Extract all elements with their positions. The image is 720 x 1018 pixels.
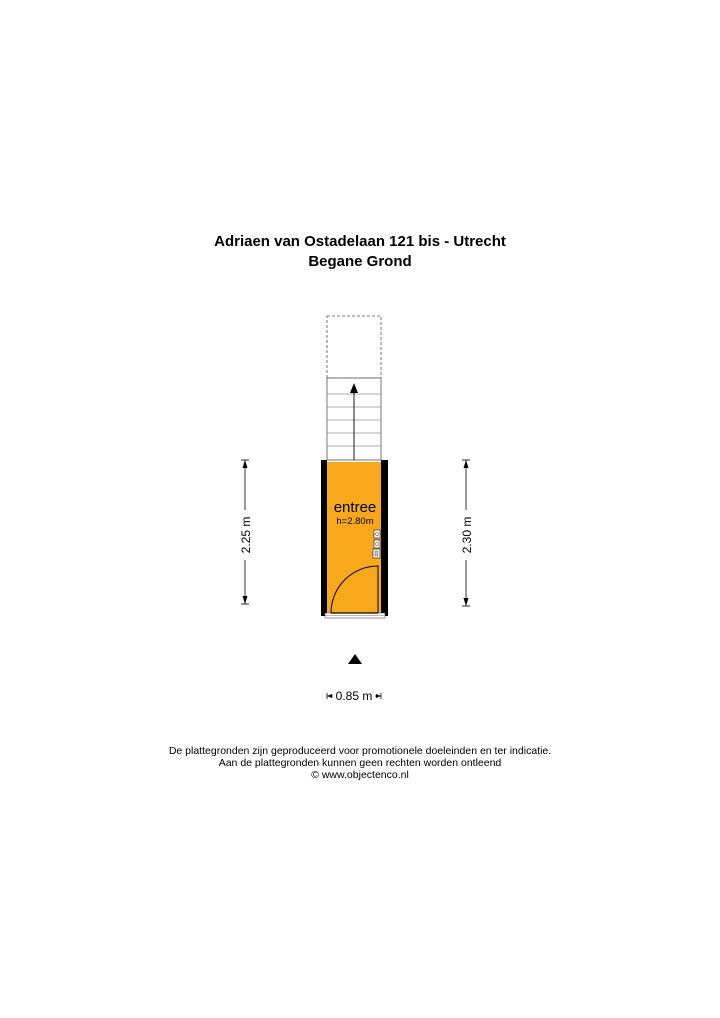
upper-outline [327, 316, 381, 378]
dimension-bottom [327, 689, 381, 703]
dimension-left-label: 2.25 m [239, 516, 253, 554]
room-name: entree [333, 499, 377, 516]
room-height: h=2.80m [336, 516, 374, 527]
north-arrow-icon [348, 654, 362, 664]
dimension-right-label: 2.30 m [460, 516, 474, 554]
floor-title: Begane Grond [308, 253, 412, 270]
disclaimer-line-2: Aan de plattegronden kunnen geen rechten worden ontleend [218, 757, 502, 769]
plan-title: Adriaen van Ostadelaan 121 bis - Utrecht [214, 233, 506, 250]
wall-left [321, 462, 327, 616]
dimension-bottom-label: 0.85 m [335, 689, 373, 703]
wall-right [381, 462, 388, 616]
dimension-left [238, 460, 253, 604]
staircase [327, 378, 381, 460]
wall-top-left [321, 460, 327, 463]
dimension-right [459, 460, 474, 606]
copyright-line: © www.objectenco.nl [311, 769, 409, 781]
wall-top-right [381, 460, 388, 463]
fuse-box-icon [373, 549, 380, 558]
disclaimer-line-1: De plattegronden zijn geproduceerd voor promotionele doeleinden en ter indicatie. [168, 745, 552, 757]
